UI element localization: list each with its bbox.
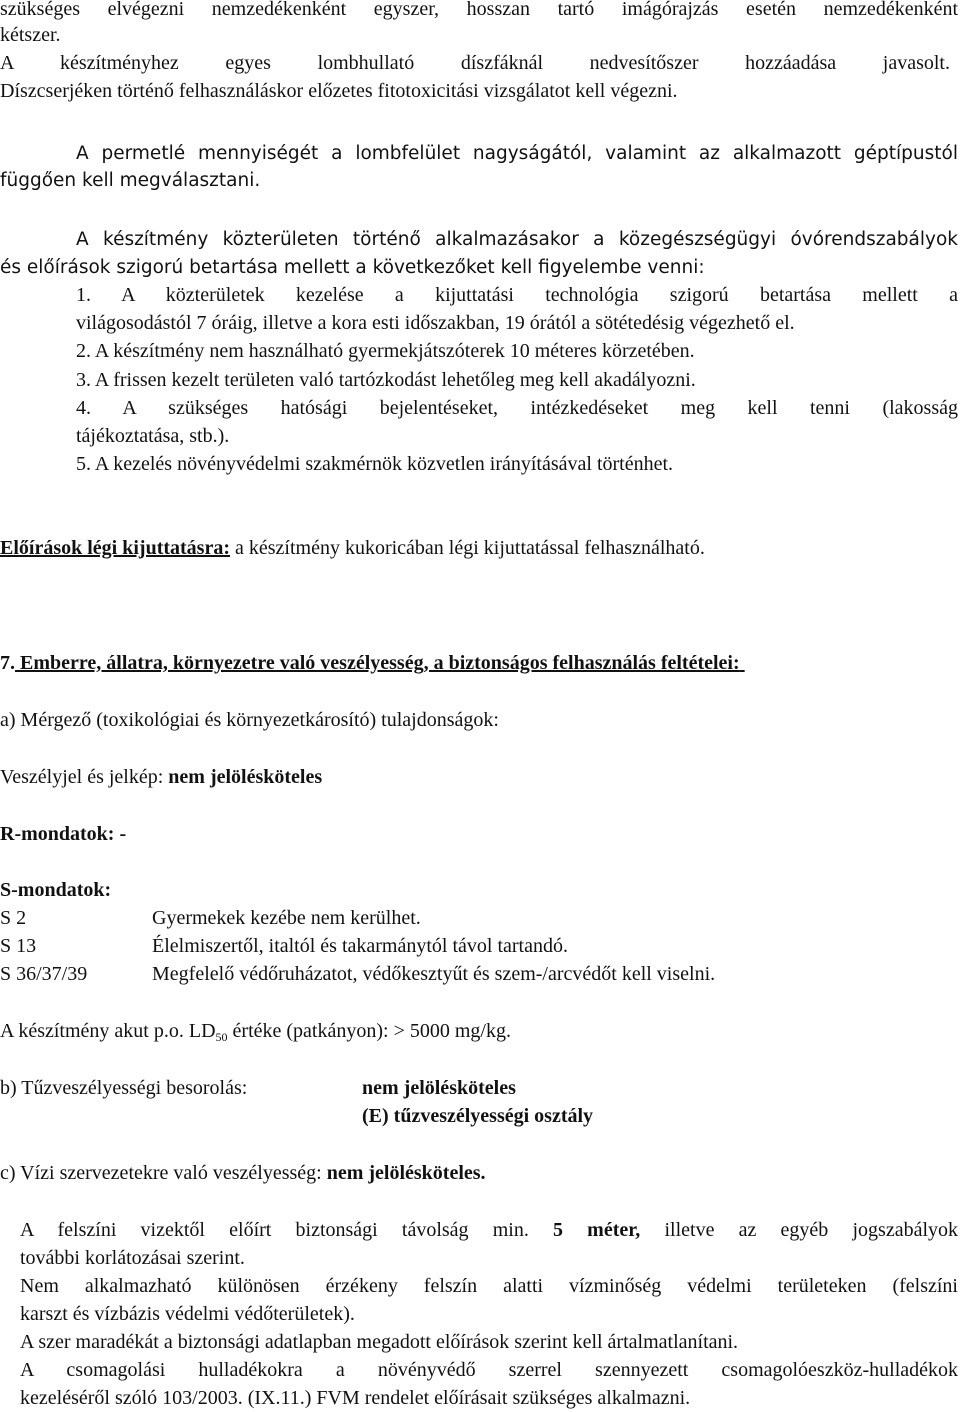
section-7-trailing bbox=[740, 652, 745, 674]
aerial-label: Előírások légi kijuttatásra: bbox=[0, 537, 230, 559]
s-phrase-code-1: S 2 bbox=[0, 907, 27, 929]
public-line-2: és előírások szigorú betartása mellett a következőket kell figyelembe venni: bbox=[0, 257, 705, 278]
hazard-value: nem jelölésköteles bbox=[168, 766, 323, 788]
distance-line-3: Nem alkalmazható különösen érzékeny felszín alatti vízminőség védelmi területeken (felszíni bbox=[20, 1275, 958, 1297]
toxic-heading: a) Mérgező (toxikológiai és környezetkárosító) tulajdonságok: bbox=[0, 709, 499, 731]
fire-value-1: nem jelölésköteles bbox=[362, 1077, 516, 1099]
hazard-symbol bbox=[0, 766, 322, 788]
distance-text-a: A felszíni vizektől előírt biztonsági távolság min. bbox=[20, 1219, 554, 1241]
ld50-suffix: értéke (patkányon): > 5000 mg/kg. bbox=[227, 1020, 511, 1042]
intro-line-2: kétszer. bbox=[0, 24, 61, 46]
intro-line-1: szükséges elvégezni nemzedékenként egyszer, hosszan tartó imágórajzás esetén nemzedékenként bbox=[0, 0, 958, 20]
s-phrase-text-2: Élelmiszertől, italtól és takarmánytól távol tartandó. bbox=[152, 935, 568, 957]
water-hazard bbox=[0, 1162, 486, 1184]
distance-text-c: illetve az egyéb jogszabályok bbox=[640, 1219, 959, 1241]
water-label: c) Vízi szervezetekre való veszélyesség: bbox=[0, 1162, 327, 1184]
list-item-3: 3. A frissen kezelt területen való tartózkodást lehetőleg meg kell akadályozni. bbox=[76, 369, 696, 391]
list-item-2: 2. A készítmény nem használható gyermekjátszóterek 10 méteres körzetében. bbox=[76, 340, 695, 362]
ld50-prefix: A készítmény akut p.o. LD bbox=[0, 1020, 216, 1042]
s-phrases-heading: S-mondatok: bbox=[0, 879, 112, 901]
s-phrase-code-2: S 13 bbox=[0, 935, 37, 957]
list-item-4-line-1: 4. A szükséges hatósági bejelentéseket, intézkedéseket meg kell tenni (lakosság bbox=[76, 397, 958, 419]
spray-line-2: függően kell megválasztani. bbox=[0, 170, 261, 191]
s-phrase-code-3: S 36/37/39 bbox=[0, 963, 88, 985]
distance-line-1 bbox=[20, 1219, 958, 1241]
ld50-value bbox=[0, 1020, 511, 1042]
distance-line-4: karszt és vízbázis védelmi védőterületek). bbox=[20, 1303, 355, 1325]
section-7-heading bbox=[0, 652, 745, 674]
intro-line-4: Díszcserjéken történő felhasználáskor előzetes fitotoxicitási vizsgálatot kell végezni. bbox=[0, 80, 678, 102]
public-line-1: A készítmény közterületen történő alkalmazásakor a közegészségügyi óvórendszabályok bbox=[76, 229, 958, 250]
intro-line-3: A készítményhez egyes lombhullató díszfáknál nedvesítőszer hozzáadása javasolt. bbox=[0, 52, 950, 74]
fire-value-2: (E) tűzveszélyességi osztály bbox=[362, 1105, 594, 1127]
distance-line-5: A szer maradékát a biztonsági adatlapban megadott előírások szerint kell ártalmatlanítani. bbox=[20, 1331, 739, 1353]
list-item-1-line-1: 1. A közterületek kezelése a kijuttatási technológia szigorú betartása mellett a bbox=[76, 284, 958, 306]
r-phrases: R-mondatok: - bbox=[0, 823, 127, 845]
water-value: nem jelölésköteles. bbox=[326, 1162, 486, 1184]
distance-value: 5 méter, bbox=[553, 1219, 641, 1241]
aerial-text: a készítmény kukoricában légi kijuttatással felhasználható. bbox=[230, 537, 705, 559]
fire-label: b) Tűzveszélyességi besorolás: bbox=[0, 1077, 248, 1099]
s-phrase-text-1: Gyermekek kezébe nem kerülhet. bbox=[152, 907, 421, 929]
distance-line-6: A csomagolási hulladékokra a növényvédő szerrel szennyezett csomagolóeszköz-hulladékok bbox=[20, 1359, 958, 1381]
list-item-4-line-2: tájékoztatása, stb.). bbox=[76, 425, 230, 447]
hazard-label: Veszélyjel és jelkép: bbox=[0, 766, 169, 788]
section-7-title: Emberre, állatra, környezetre való veszélyesség, a biztonságos felhasználás feltételei: bbox=[15, 652, 740, 674]
s-phrase-text-3: Megfelelő védőruházatot, védőkesztyűt és szem-/arcvédőt kell viselni. bbox=[152, 963, 716, 985]
section-7-number: 7. bbox=[0, 652, 15, 674]
distance-line-2: további korlátozásai szerint. bbox=[20, 1247, 245, 1269]
list-item-1-line-2: világosodástól 7 óráig, illetve a kora esti időszakban, 19 órától a sötétedésig végezhető el. bbox=[76, 312, 795, 334]
ld50-subscript: 50 bbox=[215, 1030, 228, 1044]
distance-line-7: kezeléséről szóló 103/2003. (IX.11.) FVM rendelet előírásait szükséges alkalmazni. bbox=[20, 1387, 691, 1409]
aerial-application bbox=[0, 537, 705, 559]
spray-line-1: A permetlé mennyiségét a lombfelület nagyságától, valamint az alkalmazott géptípustól bbox=[76, 143, 958, 164]
list-item-5: 5. A kezelés növényvédelmi szakmérnök közvetlen irányításával történhet. bbox=[76, 453, 674, 475]
